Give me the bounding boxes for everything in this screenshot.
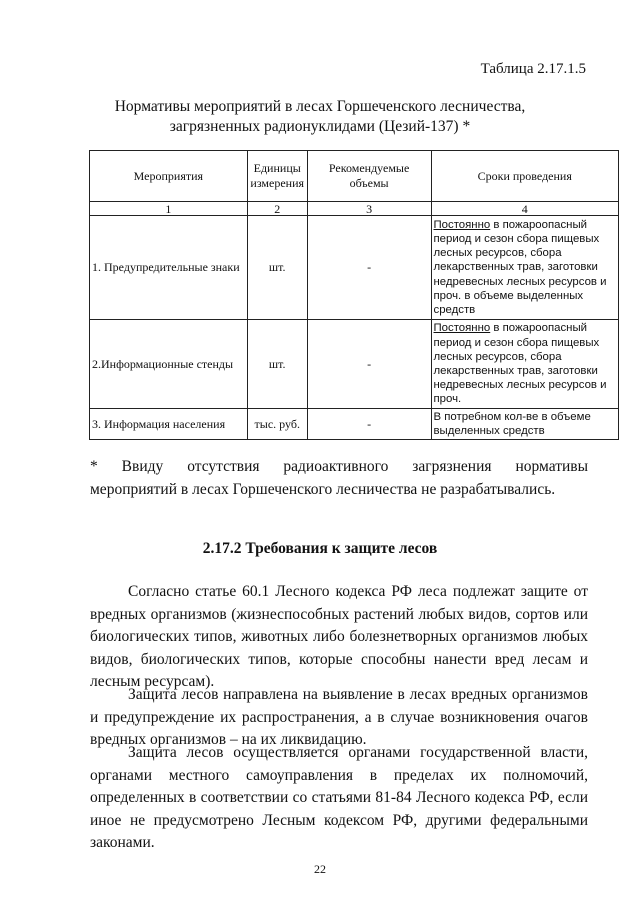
table-reference: Таблица 2.17.1.5 <box>480 61 586 77</box>
activity-cell: 3. Информация населения <box>90 409 248 440</box>
activity-cell: 1. Предупредительные знаки <box>90 216 248 320</box>
term-cell <box>431 320 619 409</box>
term-text: В потребном кол-ве в объеме выделенных средств <box>433 410 591 437</box>
paragraph-2: Защита лесов направлена на выявление в лесах вредных организмов и предупреждение их распространения, а в случае возникновения очагов вредных организмов – на их ликвидацию. <box>90 686 588 748</box>
header-units: Единицы измерения <box>247 151 307 202</box>
column-number: 2 <box>247 202 307 216</box>
volume-cell: - <box>307 409 431 440</box>
header-activities: Мероприятия <box>90 151 248 202</box>
unit-cell: шт. <box>247 320 307 409</box>
term-text: в пожароопасный период и сезон сбора пищевых лесных ресурсов, сбора лекарственных трав, заготовки недревесных лесных ресурсов и проч. <box>433 322 607 406</box>
paragraph-1: Согласно статье 60.1 Лесного кодекса РФ леса подлежат защите от вредных организмов (жизнеспособных растений любых видов, сортов или биологических типов, животных либо болезнетворных организмов любых видов, биологических типов, которые способны нанести вред лесам и лесным ресурсам). <box>90 583 588 690</box>
term-cell <box>431 409 619 440</box>
page-number: 22 <box>314 862 326 876</box>
term-underlined: Постоянно <box>433 218 491 231</box>
unit-cell: шт. <box>247 216 307 320</box>
table-title-line-2: загрязненных радионуклидами (Цезий-137) * <box>169 118 471 135</box>
table-footnote <box>90 455 588 501</box>
activity-cell: 2.Информационные стенды <box>90 320 248 409</box>
norms-table <box>89 150 619 440</box>
unit-cell: тыс. руб. <box>247 409 307 440</box>
column-number: 4 <box>431 202 619 216</box>
header-volumes: Рекомендуемые объемы <box>307 151 431 202</box>
footnote-line-1: * Ввиду отсутствия радиоактивного загрязнения нормативы <box>90 458 588 475</box>
section-heading: 2.17.2 Требования к защите лесов <box>202 540 438 557</box>
header-terms: Сроки проведения <box>431 151 619 202</box>
table-row <box>90 409 619 440</box>
table-row <box>90 320 619 409</box>
table-title <box>60 97 580 137</box>
table-number-row <box>90 202 619 216</box>
term-cell <box>431 216 619 320</box>
table-header-row <box>90 151 619 202</box>
term-text: в пожароопасный период и сезон сбора пищевых лесных ресурсов, сбора лекарственных трав, заготовки недревесных лесных ресурсов и проч. в объеме выделенных средств <box>433 218 607 316</box>
paragraph-3: Защита лесов осуществляется органами государственной власти, органами местного самоуправления в пределах их полномочий, определенных в соответствии со статьями 81-84 Лесного кодекса РФ, если иное не предусмотрено Лесным кодексом РФ, другими федеральными законами. <box>90 744 588 851</box>
column-number: 3 <box>307 202 431 216</box>
volume-cell: - <box>307 320 431 409</box>
table-title-line-1: Нормативы мероприятий в лесах Горшеченского лесничества, <box>114 98 526 115</box>
column-number: 1 <box>90 202 248 216</box>
volume-cell: - <box>307 216 431 320</box>
table-row <box>90 216 619 320</box>
term-underlined: Постоянно <box>433 322 491 335</box>
footnote-line-2: мероприятий в лесах Горшеченского лесничества не разрабатывались. <box>90 481 556 498</box>
